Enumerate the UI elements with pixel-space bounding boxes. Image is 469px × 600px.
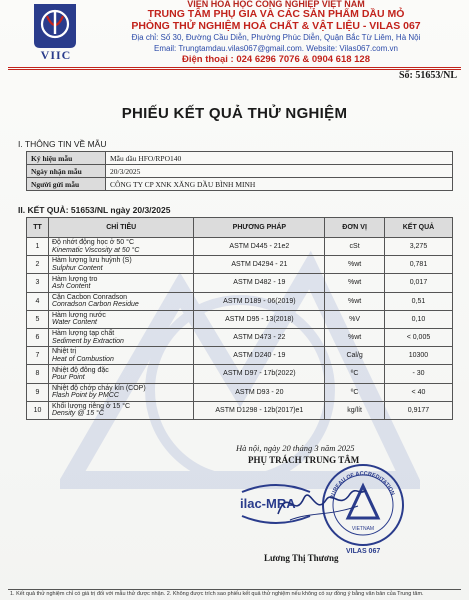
method-cell: ASTM D95 - 13(2018) <box>194 310 325 328</box>
parameter-name-vi: Nhiệt trị <box>51 348 77 356</box>
parameter-name-vi: Hàm lượng lưu huỳnh (S) <box>51 257 132 265</box>
row-number: 8 <box>27 365 49 383</box>
col-header-method: PHƯƠNG PHÁP <box>194 218 325 238</box>
org-phone: Điện thoại : 024 6296 7076 & 0904 618 128 <box>181 54 370 65</box>
method-cell: ASTM D93 - 20 <box>194 383 325 401</box>
parameter-cell <box>48 238 193 256</box>
info-row <box>27 152 453 165</box>
parameter-cell <box>48 347 193 365</box>
unit-cell: ºC <box>325 383 385 401</box>
row-number: 5 <box>27 310 49 328</box>
result-row <box>27 383 453 401</box>
section-2-heading: II. KẾT QUẢ: 51653/NL ngày 20/3/2025 <box>18 205 171 215</box>
row-number: 2 <box>27 256 49 274</box>
results-body <box>27 238 453 420</box>
row-number: 4 <box>27 292 49 310</box>
result-cell: 0,10 <box>384 310 452 328</box>
method-cell: ASTM D473 - 22 <box>194 328 325 346</box>
result-row <box>27 274 453 292</box>
result-row <box>27 401 453 419</box>
results-header-row <box>27 218 453 238</box>
info-row <box>27 165 453 178</box>
header-divider-2 <box>8 69 461 70</box>
unit-cell: %wt <box>325 274 385 292</box>
unit-cell: ºC <box>325 365 385 383</box>
signer-name: Lương Thị Thương <box>264 553 339 563</box>
org-line-2: TRUNG TÂM PHỤ GIA VÀ CÁC SẢN PHẨM DẦU MỎ <box>147 8 405 20</box>
document-number: Số: 51653/NL <box>398 70 457 81</box>
col-header-no: TT <box>27 218 49 238</box>
result-cell: 0,9177 <box>384 401 452 419</box>
footer-note: 1. Kết quả thử nghiệm chỉ có giá trị đối với mẫu thử được nhận. 2. Không được trích sao phiếu kết quả thử nghiệm nếu không có sự đồng ý bằng văn bản của Trung tâm. <box>10 591 424 597</box>
parameter-cell <box>48 274 193 292</box>
method-cell: ASTM D482 - 19 <box>194 274 325 292</box>
results-table <box>26 217 453 420</box>
seal-text: BUREAU OF ACCREDITATION <box>329 470 396 500</box>
org-email-website: Email: Trungtamdau.vilas067@gmail.com. Website: Vilas067.com.vn <box>154 44 398 53</box>
parameter-name-vi: Hàm lượng tạp chất <box>51 330 115 338</box>
parameter-cell <box>48 365 193 383</box>
parameter-cell <box>48 256 193 274</box>
report-title: PHIẾU KẾT QUẢ THỬ NGHIỆM <box>121 105 348 122</box>
parameter-name-en: Density @ 15 °C <box>51 410 104 418</box>
unit-cell: %wt <box>325 328 385 346</box>
parameter-cell <box>48 401 193 419</box>
unit-cell: kg/lít <box>325 401 385 419</box>
parameter-name-vi: Nhiệt độ chớp cháy kín (COP) <box>51 384 146 392</box>
parameter-name-en: Kinematic Viscosity at 50 °C <box>51 246 140 254</box>
result-cell: 0,51 <box>384 292 452 310</box>
row-number: 6 <box>27 328 49 346</box>
sign-date: Hà nội, ngày 20 tháng 3 năm 2025 <box>236 443 355 453</box>
parameter-cell <box>48 292 193 310</box>
result-cell: 0,017 <box>384 274 452 292</box>
parameter-name-vi: Hàm lượng tro <box>51 275 98 283</box>
vilas-label: VILAS 067 <box>346 548 381 555</box>
parameter-name-vi: Khối lượng riêng ở 15 °C <box>51 402 131 410</box>
method-cell: ASTM D97 - 17b(2022) <box>194 365 325 383</box>
handwritten-signature-icon <box>270 476 370 526</box>
parameter-cell <box>48 328 193 346</box>
row-number: 1 <box>27 238 49 256</box>
info-value: CÔNG TY CP XNK XĂNG DẦU BÌNH MINH <box>106 178 453 191</box>
unit-cell: Cal/g <box>325 347 385 365</box>
result-row <box>27 347 453 365</box>
result-cell: 10300 <box>384 347 452 365</box>
info-value: Mẫu dầu HFO/RPO140 <box>106 152 453 165</box>
parameter-name-en: Sediment by Extraction <box>51 337 124 345</box>
unit-cell: %wt <box>325 292 385 310</box>
org-address: Địa chỉ: Số 30, Đường Cầu Diễn, Phường Phúc Diễn, Quận Bắc Từ Liêm, Hà Nội <box>131 33 421 42</box>
header-divider <box>8 67 461 68</box>
ilac-text: ilac-MRA <box>240 496 296 511</box>
signer-position: PHỤ TRÁCH TRUNG TÂM <box>248 455 360 465</box>
info-key: Ký hiệu mẫu <box>27 152 106 165</box>
footer-divider <box>8 589 461 590</box>
method-cell: ASTM D189 - 06(2019) <box>194 292 325 310</box>
col-header-parameter: CHỈ TIÊU <box>48 218 193 238</box>
result-row <box>27 365 453 383</box>
method-cell: ASTM D445 - 21e2 <box>194 238 325 256</box>
method-cell: ASTM D1298 - 12b(2017)e1 <box>194 401 325 419</box>
parameter-name-en: Ash Content <box>51 282 91 290</box>
info-row <box>27 178 453 191</box>
parameter-name-vi: Độ nhớt động học ở 50 °C <box>51 239 134 247</box>
parameter-name-vi: Cặn Cacbon Conradson <box>51 293 128 301</box>
row-number: 9 <box>27 383 49 401</box>
parameter-name-vi: Hàm lượng nước <box>51 312 106 319</box>
sample-info-table <box>26 151 453 191</box>
parameter-name-en: Water Content <box>51 319 97 327</box>
result-cell: < 40 <box>384 383 452 401</box>
parameter-name-en: Conradson Carbon Residue <box>51 301 139 309</box>
row-number: 3 <box>27 274 49 292</box>
parameter-cell <box>48 310 193 328</box>
parameter-name-vi: Nhiệt độ đông đặc <box>51 366 109 374</box>
info-value: 20/3/2025 <box>106 165 453 178</box>
info-key: Ngày nhận mẫu <box>27 165 106 178</box>
org-line-3: PHÒNG THỬ NGHIỆM HOÁ CHẤT & VẬT LIỆU - VILAS 067 <box>131 20 421 32</box>
org-line-1: VIỆN HÓA HỌC CÔNG NGHIỆP VIỆT NAM <box>187 0 365 9</box>
parameter-name-en: Pour Point <box>51 373 85 381</box>
result-row <box>27 310 453 328</box>
seal-country: VIETNAM <box>351 526 375 532</box>
result-row <box>27 328 453 346</box>
method-cell: ASTM D240 - 19 <box>194 347 325 365</box>
result-cell: < 0,005 <box>384 328 452 346</box>
parameter-name-en: Sulphur Content <box>51 264 103 272</box>
method-cell: ASTM D4294 - 21 <box>194 256 325 274</box>
logo-text: VIIC <box>40 48 72 62</box>
result-cell: - 30 <box>384 365 452 383</box>
info-key: Người gửi mẫu <box>27 178 106 191</box>
result-row <box>27 238 453 256</box>
unit-cell: %wt <box>325 256 385 274</box>
col-header-result: KẾT QUẢ <box>384 218 452 238</box>
section-1-heading: I. THÔNG TIN VỀ MẪU <box>18 139 107 149</box>
result-row <box>27 256 453 274</box>
unit-cell: %V <box>325 310 385 328</box>
result-row <box>27 292 453 310</box>
row-number: 7 <box>27 347 49 365</box>
col-header-unit: ĐƠN VỊ <box>325 218 385 238</box>
parameter-name-en: Heat of Combustion <box>51 355 114 363</box>
result-cell: 3,275 <box>384 238 452 256</box>
row-number: 10 <box>27 401 49 419</box>
parameter-cell <box>48 383 193 401</box>
parameter-name-en: Flash Point by PMCC <box>51 392 119 400</box>
result-cell: 0,781 <box>384 256 452 274</box>
unit-cell: cSt <box>325 238 385 256</box>
